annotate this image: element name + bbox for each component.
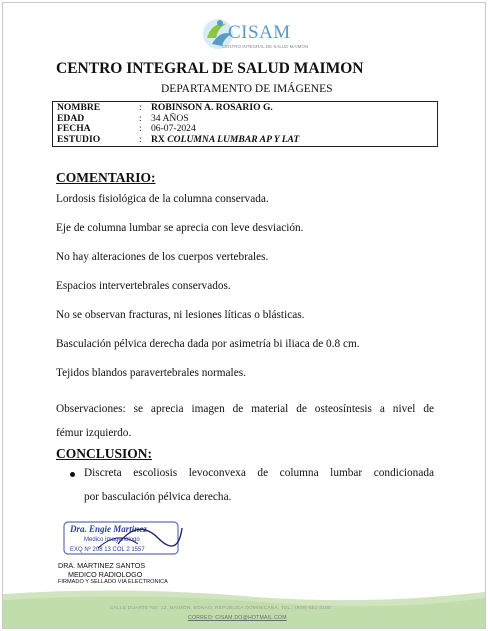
patient-info-box (52, 101, 438, 147)
info-label: FECHA (57, 123, 91, 134)
comentario-heading: COMENTARIO: (56, 170, 156, 185)
info-row-edad (57, 114, 433, 125)
info-label: EDAD (57, 112, 85, 124)
signer-name: DRA. MARTINEZ SANTOS (58, 561, 146, 570)
department-label: DEPARTAMENTO DE IMÁGENES (161, 83, 333, 95)
info-separator: : (139, 123, 142, 134)
patient-name: ROBINSON A. ROSARIO G. (151, 102, 273, 113)
finding-line: Lordosis fisiológica de la columna conservada. (56, 193, 269, 205)
study-prefix: RX (151, 133, 168, 145)
study-italic: COLUMNA LUMBAR AP Y LAT (167, 133, 300, 145)
finding-line: No se observan fracturas, ni lesiones líticas o blásticas. (56, 309, 305, 321)
footer-email[interactable]: CORREO: CISAM.DO@HOTMAIL.COM (188, 615, 287, 621)
signature-note: FIRMADO Y SELLADO VIA ELECTRONICA (58, 579, 168, 585)
svg-text:Medico Imagenólogo: Medico Imagenólogo (84, 537, 140, 543)
conclusion-text: Discreta escoliosis levoconvexa de columna lumbar condicionada (84, 467, 434, 479)
info-separator: : (139, 102, 142, 113)
patient-age: 34 AÑOS (151, 112, 189, 124)
info-label: ESTUDIO (57, 133, 101, 145)
svg-text:EXQ Nº 208 13 COL 2 1557: EXQ Nº 208 13 COL 2 1557 (70, 547, 145, 553)
svg-text:Dra. Engie Martinez: Dra. Engie Martinez (70, 524, 147, 534)
info-row-nombre (57, 103, 433, 114)
study-name (151, 135, 433, 146)
footer-address: CALLE DUARTE NO. 12, MAIMÓN, BONAO, REPUBLICA DOMINICANA, TEL.: (809)-551-2100 (110, 606, 331, 611)
logo-subtext: CENTRO INTEGRAL DE SALUD MAIMON (222, 44, 309, 49)
info-row-estudio (57, 135, 433, 146)
study-date: 06-07-2024 (151, 123, 196, 134)
finding-line: Basculación pélvica derecha dada por asimetría bi iliaca de 0.8 cm. (56, 338, 360, 350)
signer-title: MEDICO RADIOLOGO (68, 570, 143, 579)
document-title: CENTRO INTEGRAL DE SALUD MAIMON (56, 60, 364, 77)
observaciones-line: fémur izquierdo. (56, 427, 132, 439)
conclusion-heading: CONCLUSION: (56, 446, 153, 461)
signature-stamp-icon (58, 514, 188, 564)
info-label: NOMBRE (57, 102, 101, 113)
info-separator: : (139, 133, 142, 145)
conclusion-text: por basculación pélvica derecha. (84, 491, 232, 503)
info-separator: : (139, 112, 142, 124)
bullet-icon (70, 472, 75, 477)
finding-line: Eje de columna lumbar se aprecia con leve desviación. (56, 222, 304, 234)
observaciones-line: Observaciones: se aprecia imagen de material de osteosíntesis a nivel de (56, 403, 434, 415)
finding-line: Espacios intervertebrales conservados. (56, 280, 231, 292)
finding-line: No hay alteraciones de los cuerpos vertebrales. (56, 251, 269, 263)
logo-text: CISAM (228, 22, 291, 43)
finding-line: Tejidos blandos paravertebrales normales. (56, 367, 246, 379)
